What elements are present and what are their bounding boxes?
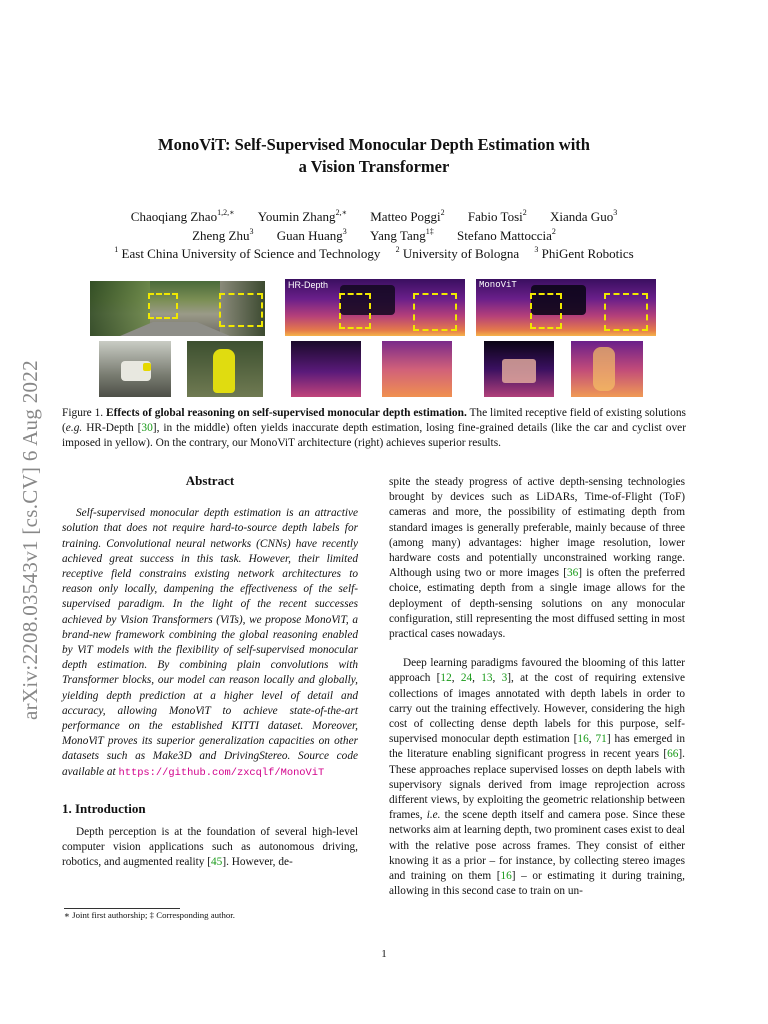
citation-link[interactable]: 16 <box>500 870 512 883</box>
citation-link[interactable]: 66 <box>667 748 679 761</box>
arxiv-stamp <box>14 270 44 720</box>
citation-link[interactable]: 13 <box>481 672 493 685</box>
footnote-rule <box>64 908 180 909</box>
author: Xianda Guo$^3$ <box>550 208 618 224</box>
author: Youmin Zhang$^{2,∗}$ <box>257 208 347 224</box>
footnote: ∗ Joint first authorship; ‡ Corresponding author. <box>64 910 235 920</box>
citation-link[interactable]: 36 <box>567 567 579 580</box>
highlight-box <box>148 293 178 319</box>
left-column <box>62 473 358 871</box>
author-sup: 1‡ <box>425 227 434 236</box>
author-sup: 2,∗ <box>335 208 347 217</box>
author: Guan Huang$^3$ <box>276 227 347 243</box>
affiliation: $^1$ East China University of Science and Technology <box>114 245 381 261</box>
author: Stefano Mattoccia$^2$ <box>456 227 556 243</box>
author-sup: 2 <box>440 208 445 217</box>
authors-row-2 <box>60 227 688 245</box>
rgb-input-image <box>90 281 265 336</box>
author: Chaoqiang Zhao$^{1,2,∗}$ <box>130 208 235 224</box>
affiliation: $^3$ PhiGent Robotics <box>534 245 634 261</box>
citation-link[interactable]: 16 <box>577 733 589 746</box>
author: Fabio Tosi$^2$ <box>467 208 527 224</box>
right-column <box>389 475 685 899</box>
highlight-box <box>530 293 562 329</box>
citation-link[interactable]: 3 <box>501 672 508 685</box>
title-line-1: MonoViT: Self-Supervised Monocular Depth Estimation with <box>158 135 590 154</box>
citation-link[interactable]: 12 <box>440 672 452 685</box>
citation-link[interactable]: 24 <box>460 672 473 685</box>
highlight-box <box>339 293 371 329</box>
abstract-heading: Abstract <box>185 473 235 488</box>
monovit-crop-car <box>484 341 554 397</box>
code-link[interactable]: https://github.com/zxcqlf/MonoViT <box>118 766 325 779</box>
author-sup: 3 <box>249 227 254 236</box>
page-number: 1 <box>381 948 387 960</box>
figure-caption: Figure 1. Effects of global reasoning on self-supervised monocular depth estimation. The limited receptive field of existing solutions (e.g. HR-Depth [30], in the middle) often yields inaccurate depth estimation, losing fine-grained details (like the car and cyclist over imposed in yellow). On the contrary, our MonoViT architecture (right) achieves superior results. <box>62 407 686 449</box>
monovit-crop-cyclist <box>571 341 643 397</box>
author: Yang Tang$^{1\ddagger}$ <box>370 227 434 243</box>
author: Zheng Zhu$^3$ <box>192 227 254 243</box>
author-sup: 3 <box>613 208 618 217</box>
highlight-box <box>219 293 263 327</box>
author: Matteo Poggi$^2$ <box>370 208 445 224</box>
highlight-box <box>413 293 457 331</box>
section-heading: 1. Introduction <box>62 800 146 816</box>
title-line-2: a Vision Transformer <box>298 157 450 176</box>
hr-depth-label: HR-Depth <box>288 280 329 290</box>
paper-title <box>60 134 688 178</box>
citation-link[interactable]: 71 <box>595 733 607 746</box>
hr-depth-crop-cyclist <box>382 341 452 397</box>
citation-link[interactable]: 30 <box>141 422 153 434</box>
highlight-box <box>604 293 648 331</box>
author-sup: 2 <box>522 208 527 217</box>
intro-paragraph: Depth perception is at the foundation of several high-level computer vision applications such as autonomous driving, robotics, and augmented reality [45]. However, de- <box>62 826 358 869</box>
rgb-crop-car <box>99 341 171 397</box>
author-sup: 2 <box>551 227 556 236</box>
arxiv-stamp-text: arXiv:2208.03543v1 [cs.CV] 6 Aug 2022 <box>18 360 42 720</box>
citation-link[interactable]: 45 <box>211 856 223 869</box>
monovit-image <box>476 279 656 336</box>
affiliation: $^2$ University of Bologna <box>395 245 520 261</box>
affiliations <box>60 245 688 263</box>
hr-depth-crop-car <box>291 341 361 397</box>
author-sup: 3 <box>342 227 347 236</box>
abstract-body: Self-supervised monocular depth estimation is an attractive solution that does not require hard-to-source depth labels for training. Convolutional neural networks (CNNs) have recently achieved great success in this task. However, their limited receptive field constrains existing network architectures to reason only locally, dampening the effectiveness of the self-supervised paradigm. In the light of the recent successes achieved by Vision Transformers (ViTs), we propose MonoViT, a brand-new framework combining the global reasoning enabled by ViT models with the flexibility of self-supervised monocular depth estimation. By combining plain convolutions with Transformer blocks, our model can reason locally and globally, yielding depth prediction at a higher level of detail and accuracy, allowing MonoViT to achieve state-of-the-art performance on the established KITTI dataset. Moreover, MonoViT proves its superior generalization capacities on other datasets such as Make3D and DrivingStereo. Source code available at https://github.com/zxcqlf/MonoViT <box>62 507 358 779</box>
body-paragraph: spite the steady progress of active depth-sensing technologies brought by devices such as LiDARs, Time-of-Flight (ToF) cameras and more, the possibility of estimating depth from standard images is generally preferable, mainly because of three (among many) advantages: higher image resolution, lower hardware costs and potentially unconstrained working range. Although using two or more images [36] is often the preferred choice, estimating depth from a single image allows for the deployment of depth-sensing solutions on any monocular configuration, still representing the most diffused setting in most practical cases nowadays. <box>389 476 685 641</box>
rgb-crop-cyclist <box>187 341 263 397</box>
monovit-label: MonoViT <box>479 280 517 290</box>
authors-row-1 <box>60 208 688 226</box>
body-paragraph: Deep learning paradigms favoured the blooming of this latter approach [12, 24, 13, 3], at the cost of requiring extensive collections of images annotated with depth labels in order to carry out the training effectively. However, considering the high cost of collecting dense depth labels for this purpose, self-supervised monocular depth estimation [16, 71] has emerged in the literature enabling significant progress in recent years [66]. These approaches replace supervised losses on depth labels with supervisory signals derived from image reprojection across different views, by exploiting the geometric relationship between frames, i.e. the scene depth itself and camera pose. Since these networks aim at learning depth, two prominent cases exist to deal with the relative pose across frames. They consist of either knowing it as a prior – for instance, by collecting stereo images and training on them [16] – or estimating it during training, allowing in this second case to train on un- <box>389 657 686 898</box>
hr-depth-image <box>285 279 465 336</box>
author-sup: 1,2,∗ <box>217 208 235 217</box>
